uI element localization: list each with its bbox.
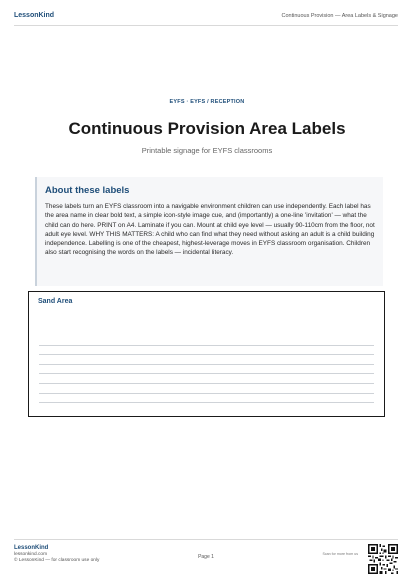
- page-footer: [14, 539, 398, 579]
- header-document-title: Continuous Provision — Area Labels & Signage: [281, 12, 398, 19]
- eyebrow-label: EYFS · EYFS / RECEPTION: [169, 99, 245, 105]
- area-label-card: [28, 291, 385, 417]
- footer-site: lessonkind.com: [14, 552, 48, 557]
- writing-line: [39, 394, 374, 404]
- writing-lines: [39, 336, 374, 403]
- about-box: [35, 177, 383, 286]
- page-subtitle: Printable signage for EYFS classrooms: [141, 146, 273, 155]
- footer-copyright: © LessonKind — for classroom use only: [14, 558, 100, 563]
- writing-line: [39, 336, 374, 346]
- about-body: These labels turn an EYFS classroom into a navigable environment children can use independently. Each label has the area name in clear bold text, a simple icon-style image cue, and (importantly) a one-line 'invitation' — what the child can do here. PRINT on A4. Laminate if you can. Mount at child eye level — usually 90-110cm from the floor, not adult eye level. WHY THIS MATTERS: A child who can find what they need without asking an adult is a child building independence. Labelling is one of the cheapest, highest-leverage moves in EYFS classroom organisation. Children also start recognising the words on the labels — incidental literacy.: [45, 203, 375, 257]
- page-header: [14, 10, 398, 26]
- about-heading: About these labels: [45, 185, 130, 196]
- header-brand: LessonKind: [14, 12, 55, 19]
- writing-line: [39, 346, 374, 356]
- footer-scan-note: Scan for more from us: [322, 552, 358, 556]
- page-title: Continuous Provision Area Labels: [68, 119, 346, 138]
- writing-line: [39, 384, 374, 394]
- area-label-title: Sand Area: [38, 298, 73, 305]
- writing-line: [39, 355, 374, 365]
- writing-line: [39, 365, 374, 375]
- qr-code-icon: [368, 544, 398, 574]
- footer-page-number: Page 1: [198, 554, 214, 560]
- footer-brand: LessonKind: [14, 545, 49, 551]
- writing-line: [39, 374, 374, 384]
